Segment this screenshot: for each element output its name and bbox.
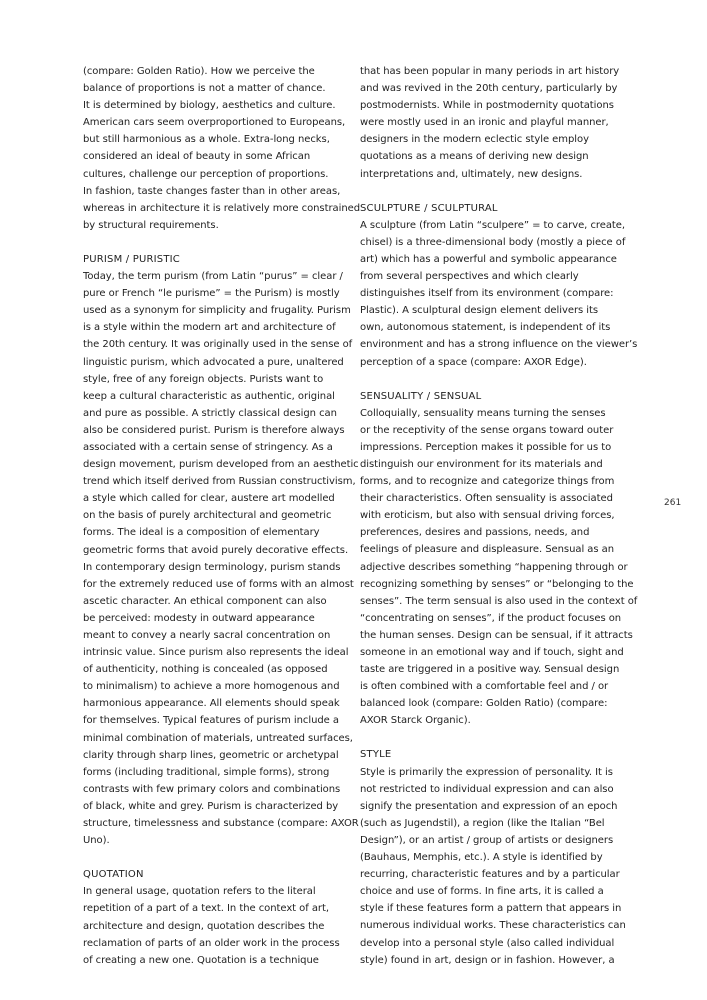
text-line: choice and use of forms. In fine arts, it is called a xyxy=(360,886,604,898)
text-line: of authenticity, nothing is concealed (as opposed xyxy=(83,664,328,676)
text-line: distinguishes itself from its environment (compare: xyxy=(360,288,614,300)
text-line: and pure as possible. A strictly classical design can xyxy=(83,407,337,419)
text-line: reclamation of parts of an older work in the process xyxy=(83,937,340,949)
text-line: distinguish our environment for its materials and xyxy=(360,458,603,470)
quotation-continued-paragraph xyxy=(360,63,622,183)
text-line: clarity through sharp lines, geometric or archetypal xyxy=(83,749,339,761)
text-line: of black, white and grey. Purism is characterized by xyxy=(83,800,339,812)
text-line: (Bauhaus, Memphis, etc.). A style is identified by xyxy=(360,852,603,864)
text-line: contrasts with few primary colors and combinations xyxy=(83,783,341,795)
text-line: or the receptivity of the sense organs toward outer xyxy=(360,424,614,436)
text-line: but still harmonious as a whole. Extra-long necks, xyxy=(83,134,330,146)
text-line: postmodernists. While in postmodernity quotations xyxy=(360,100,614,112)
text-line: taste are triggered in a positive way. Sensual design xyxy=(360,664,620,676)
text-line: structure, timelessness and substance (compare: AXOR xyxy=(83,818,359,830)
text-line: quotations as a means of deriving new design xyxy=(360,151,589,163)
text-line: designers in the modern eclectic style employ xyxy=(360,134,589,146)
text-line: architecture and design, quotation describes the xyxy=(83,920,325,932)
text-line: someone in an emotional way and if touch, sight and xyxy=(360,647,624,658)
text-line: associated with a certain sense of stringency. As a xyxy=(83,441,333,453)
text-line: develop into a personal style (also called individual xyxy=(360,937,615,949)
text-line: (such as Jugendstil), a region (like the Italian “Bel xyxy=(360,817,605,829)
text-line: their characteristics. Often sensuality is associated xyxy=(360,493,613,505)
text-line: numerous individual works. These characteristics can xyxy=(360,920,626,932)
text-line: balance of proportions is not a matter of chance. xyxy=(83,83,326,95)
text-line: chisel) is a three-dimensional body (mostly a piece of xyxy=(360,236,626,248)
text-line: Uno). xyxy=(83,835,110,847)
text-line: a style which called for clear, austere art modelled xyxy=(83,493,335,505)
text-line: to minimalism) to achieve a more homogenous and xyxy=(83,681,340,693)
text-line: balanced look (compare: Golden Ratio) (compare: xyxy=(360,698,608,710)
sculpture-paragraph xyxy=(360,217,638,371)
style-paragraph xyxy=(360,764,626,969)
text-line: the 20th century. It was originally used in the sense of xyxy=(83,339,353,351)
text-line: In contemporary design terminology, purism stands xyxy=(83,561,341,573)
page-number: 261 xyxy=(664,498,682,508)
text-line: Today, the term purism (from Latin “purus” = clear / xyxy=(83,271,343,283)
text-line: for themselves. Typical features of purism include a xyxy=(83,715,339,727)
text-line: In fashion, taste changes faster than in other areas, xyxy=(83,185,341,197)
text-line: (compare: Golden Ratio). How we perceive the xyxy=(83,66,315,77)
text-line: signify the presentation and expression of an epoch xyxy=(360,800,618,812)
text-line: also be considered purist. Purism is therefore always xyxy=(83,424,345,436)
text-line: AXOR Starck Organic). xyxy=(360,715,471,727)
text-line: is often combined with a comfortable feel and / or xyxy=(360,681,609,693)
text-line: environment and has a strong influence on the viewer’s xyxy=(360,339,638,351)
text-line: cultures, challenge our perception of proportions. xyxy=(83,168,329,180)
text-line: is a style within the modern art and architecture of xyxy=(83,322,336,334)
text-line: “concentrating on senses”, if the product focuses on xyxy=(360,612,622,624)
text-line: and was revived in the 20th century, particularly by xyxy=(360,83,618,95)
text-line: that has been popular in many periods in art history xyxy=(360,66,620,77)
sensuality-paragraph xyxy=(360,405,638,730)
text-line: forms, and to recognize and categorize things from xyxy=(360,476,615,488)
text-line: were mostly used in an ironic and playful manner, xyxy=(360,117,609,129)
text-line: minimal combination of materials, untreated surfaces, xyxy=(83,732,353,744)
text-line: own, autonomous statement, is independent of its xyxy=(360,322,611,334)
text-line: American cars seem overproportioned to Europeans, xyxy=(83,117,346,129)
text-line: by structural requirements. xyxy=(83,219,219,231)
text-line: Design”), or an artist / group of artists or designers xyxy=(360,834,614,846)
text-line: on the basis of purely architectural and geometric xyxy=(83,510,332,522)
text-line: senses”. The term sensual is also used in the context of xyxy=(360,595,638,607)
text-line: repetition of a part of a text. In the context of art, xyxy=(83,903,329,915)
text-line: from several perspectives and which clearly xyxy=(360,271,579,283)
text-line: style, free of any foreign objects. Purists want to xyxy=(83,373,324,385)
text-line: keep a cultural characteristic as authentic, original xyxy=(83,390,335,402)
text-line: used as a synonym for simplicity and frugality. Purism xyxy=(83,305,351,317)
text-line: Style is primarily the expression of personality. It is xyxy=(360,766,613,778)
text-line: It is determined by biology, aesthetics and culture. xyxy=(83,100,336,112)
text-line: In general usage, quotation refers to the literal xyxy=(83,886,316,898)
text-line: not restricted to individual expression and can also xyxy=(360,783,614,795)
text-line: geometric forms that avoid purely decorative effects. xyxy=(83,544,349,556)
text-line: art) which has a powerful and symbolic appearance xyxy=(360,253,617,265)
quotation-paragraph xyxy=(83,883,345,968)
text-line: intrinsic value. Since purism also represents the ideal xyxy=(83,647,349,659)
text-line: style) found in art, design or in fashion. However, a xyxy=(360,954,615,966)
purism-heading: PURISM / PURISTIC xyxy=(83,253,180,265)
left-column xyxy=(83,63,361,969)
text-line: A sculpture (from Latin “sculpere” = to carve, create, xyxy=(360,219,626,231)
text-line: impressions. Perception makes it possible for us to xyxy=(360,441,612,453)
text-line: of creating a new one. Quotation is a technique xyxy=(83,954,319,966)
text-line: whereas in architecture it is relatively more constrained xyxy=(83,202,361,214)
text-line: Colloquially, sensuality means turning the senses xyxy=(360,407,606,419)
text-line: preferences, desires and passions, needs, and xyxy=(360,527,590,539)
style-heading: STYLE xyxy=(360,749,392,761)
text-line: perception of a space (compare: AXOR Edge). xyxy=(360,356,587,368)
text-line: forms (including traditional, simple forms), strong xyxy=(83,766,330,778)
text-line: with eroticism, but also with sensual driving forces, xyxy=(360,510,615,522)
text-line: trend which itself derived from Russian constructivism, xyxy=(83,476,356,488)
quotation-heading: QUOTATION xyxy=(83,869,144,881)
text-line: for the extremely reduced use of forms with an almost xyxy=(83,578,354,590)
text-line: be perceived: modesty in outward appearance xyxy=(83,612,315,624)
text-line: ascetic character. An ethical component can also xyxy=(83,595,327,607)
intro-paragraph xyxy=(83,63,361,234)
text-line: considered an ideal of beauty in some African xyxy=(83,151,311,163)
text-line: design movement, purism developed from an aesthetic xyxy=(83,459,359,471)
text-line: forms. The ideal is a composition of elementary xyxy=(83,527,320,539)
text-line: adjective describes something “happening through or xyxy=(360,561,628,573)
text-line: style if these features form a pattern that appears in xyxy=(360,903,622,915)
text-line: feelings of pleasure and displeasure. Sensual as an xyxy=(360,544,615,556)
text-line: the human senses. Design can be sensual, if it attracts xyxy=(360,629,633,641)
text-line: interpretations and, ultimately, new designs. xyxy=(360,168,583,180)
text-line: linguistic purism, which advocated a pure, unaltered xyxy=(83,356,344,368)
text-line: Plastic). A sculptural design element delivers its xyxy=(360,305,599,317)
right-column xyxy=(360,63,638,969)
text-line: harmonious appearance. All elements should speak xyxy=(83,698,340,710)
text-line: recognizing something by senses” or “belonging to the xyxy=(360,578,634,590)
text-line: recurring, characteristic features and by a particular xyxy=(360,869,620,881)
text-line: meant to convey a nearly sacral concentration on xyxy=(83,630,331,641)
sensuality-heading: SENSUALITY / SENSUAL xyxy=(360,390,482,402)
purism-paragraph xyxy=(83,268,359,849)
sculpture-heading: SCULPTURE / SCULPTURAL xyxy=(360,202,498,214)
text-line: pure or French “le purisme” = the Purism) is mostly xyxy=(83,288,340,300)
